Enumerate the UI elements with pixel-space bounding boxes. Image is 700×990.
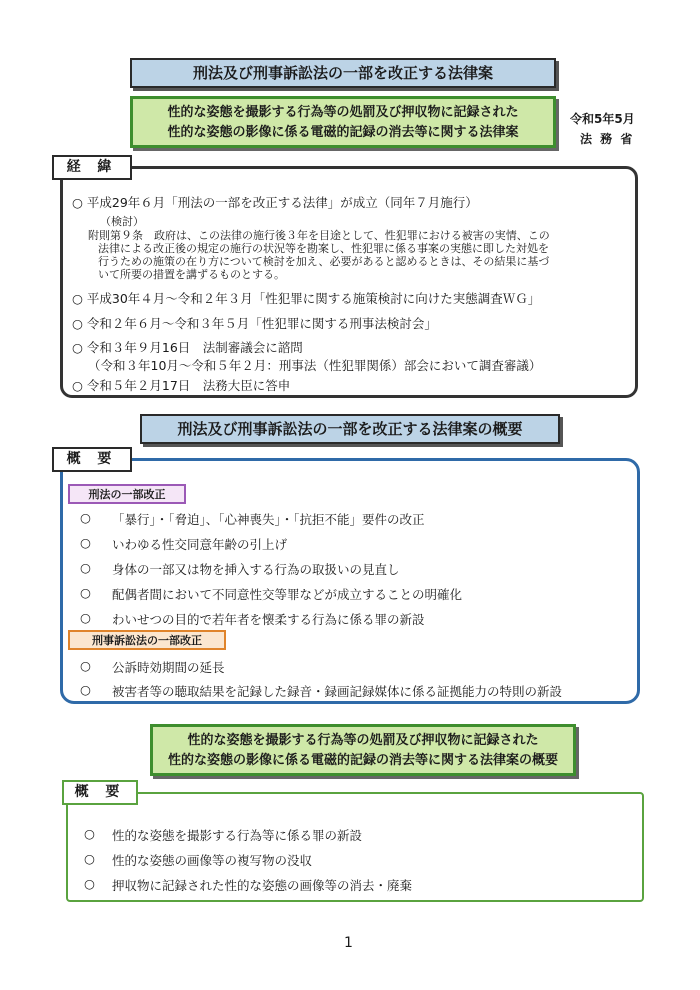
main-title: 刑法及び刑事訴訟法の一部を改正する法律案	[192, 64, 493, 82]
penal-code-label: 刑法の一部改正	[68, 484, 186, 504]
procedure-bullet-1: ○	[80, 658, 91, 673]
header-date: 令和5年5月	[570, 112, 635, 126]
procedure-item-2: 被害者等の聴取結果を記録した録音・録画記録媒体に係る証拠能力の特則の新設	[112, 684, 563, 699]
overview2-label: 概 要	[62, 780, 138, 805]
background-item-5: ○ 令和５年２月17日 法務大臣に答申	[72, 378, 291, 393]
background-label: 経 緯	[52, 155, 132, 180]
penal-bullet-1: ○	[80, 510, 91, 525]
overview1-title-box	[140, 414, 560, 444]
overview2-item-2: 性的な姿態の画像等の複写物の没収	[112, 853, 313, 868]
overview2-item-1: 性的な姿態を撮影する行為等に係る罪の新設	[112, 828, 363, 843]
penal-bullet-4: ○	[80, 585, 91, 600]
overview2-title-line2: 性的な姿態の影像に係る電磁的記録の消去等に関する法律案の概要	[167, 753, 558, 768]
main-title-box	[130, 58, 556, 88]
penal-item-3: 身体の一部又は物を挿入する行為の取扱いの見直し	[112, 562, 400, 577]
background-article-line4: いて所要の措置を講ずるものとする。	[98, 268, 285, 281]
overview2-bullet-2: ○	[84, 851, 95, 866]
overview1-title: 刑法及び刑事訴訟法の一部を改正する法律案の概要	[177, 420, 523, 438]
header-ministry: 法 務 省	[580, 132, 635, 146]
penal-item-5: わいせつの目的で若年者を懐柔する行為に係る罪の新設	[112, 612, 425, 627]
penal-bullet-5: ○	[80, 610, 91, 625]
background-review-label: （検討）	[100, 215, 144, 228]
overview2-item-3: 押収物に記録された性的な姿態の画像等の消去・廃棄	[112, 878, 413, 893]
background-article-line3: 行うための施策の在り方について検討を加え、必要があると認めるときは、その結果に基づ	[98, 255, 550, 268]
penal-item-4: 配偶者間において不同意性交等罪などが成立することの明確化	[112, 587, 463, 602]
overview1-label: 概 要	[52, 447, 132, 472]
overview2-bullet-1: ○	[84, 826, 95, 841]
penal-item-1: 「暴行」・「脅迫」、「心神喪失」・「抗拒不能」要件の改正	[112, 512, 425, 527]
procedure-law-label: 刑事訴訟法の一部改正	[68, 630, 226, 650]
penal-item-2: いわゆる性交同意年齢の引上げ	[112, 537, 288, 552]
background-item-4: ○ 令和３年９月16日 法制審議会に諮問	[72, 340, 303, 355]
overview2-bullet-3: ○	[84, 876, 95, 891]
background-article-line2: 法律による改正後の規定の施行の状況等を勘案し、性犯罪に係る事案の実態に即した対処を	[98, 242, 549, 255]
penal-bullet-3: ○	[80, 560, 91, 575]
sub-title-line1: 性的な姿態を撮影する行為等の処罰及び押収物に記録された	[167, 105, 519, 120]
background-article-line1: 附則第９条 政府は、この法律の施行後３年を目途として、性犯罪における被害の実情、この	[88, 229, 550, 242]
procedure-item-1: 公訴時効期間の延長	[112, 660, 225, 675]
page-number: 1	[344, 935, 353, 951]
sub-title-line2: 性的な姿態の影像に係る電磁的記録の消去等に関する法律案	[167, 125, 519, 140]
background-item-3: ○ 令和２年６月～令和３年５月「性犯罪に関する刑事法検討会」	[72, 316, 437, 331]
procedure-bullet-2: ○	[80, 682, 91, 697]
overview2-title-box	[150, 724, 576, 776]
penal-bullet-2: ○	[80, 535, 91, 550]
sub-title-box	[130, 96, 556, 148]
overview2-title-line1: 性的な姿態を撮影する行為等の処罰及び押収物に記録された	[187, 733, 539, 748]
background-item-2: ○ 平成30年４月～令和２年３月「性犯罪に関する施策検討に向けた実態調査ＷＧ」	[72, 291, 541, 306]
background-item-4-detail: （令和３年10月～令和５年２月：刑事法（性犯罪関係）部会において調査審議）	[88, 358, 542, 373]
background-item-1: ○ 平成29年６月「刑法の一部を改正する法律」が成立（同年７月施行）	[72, 195, 478, 210]
